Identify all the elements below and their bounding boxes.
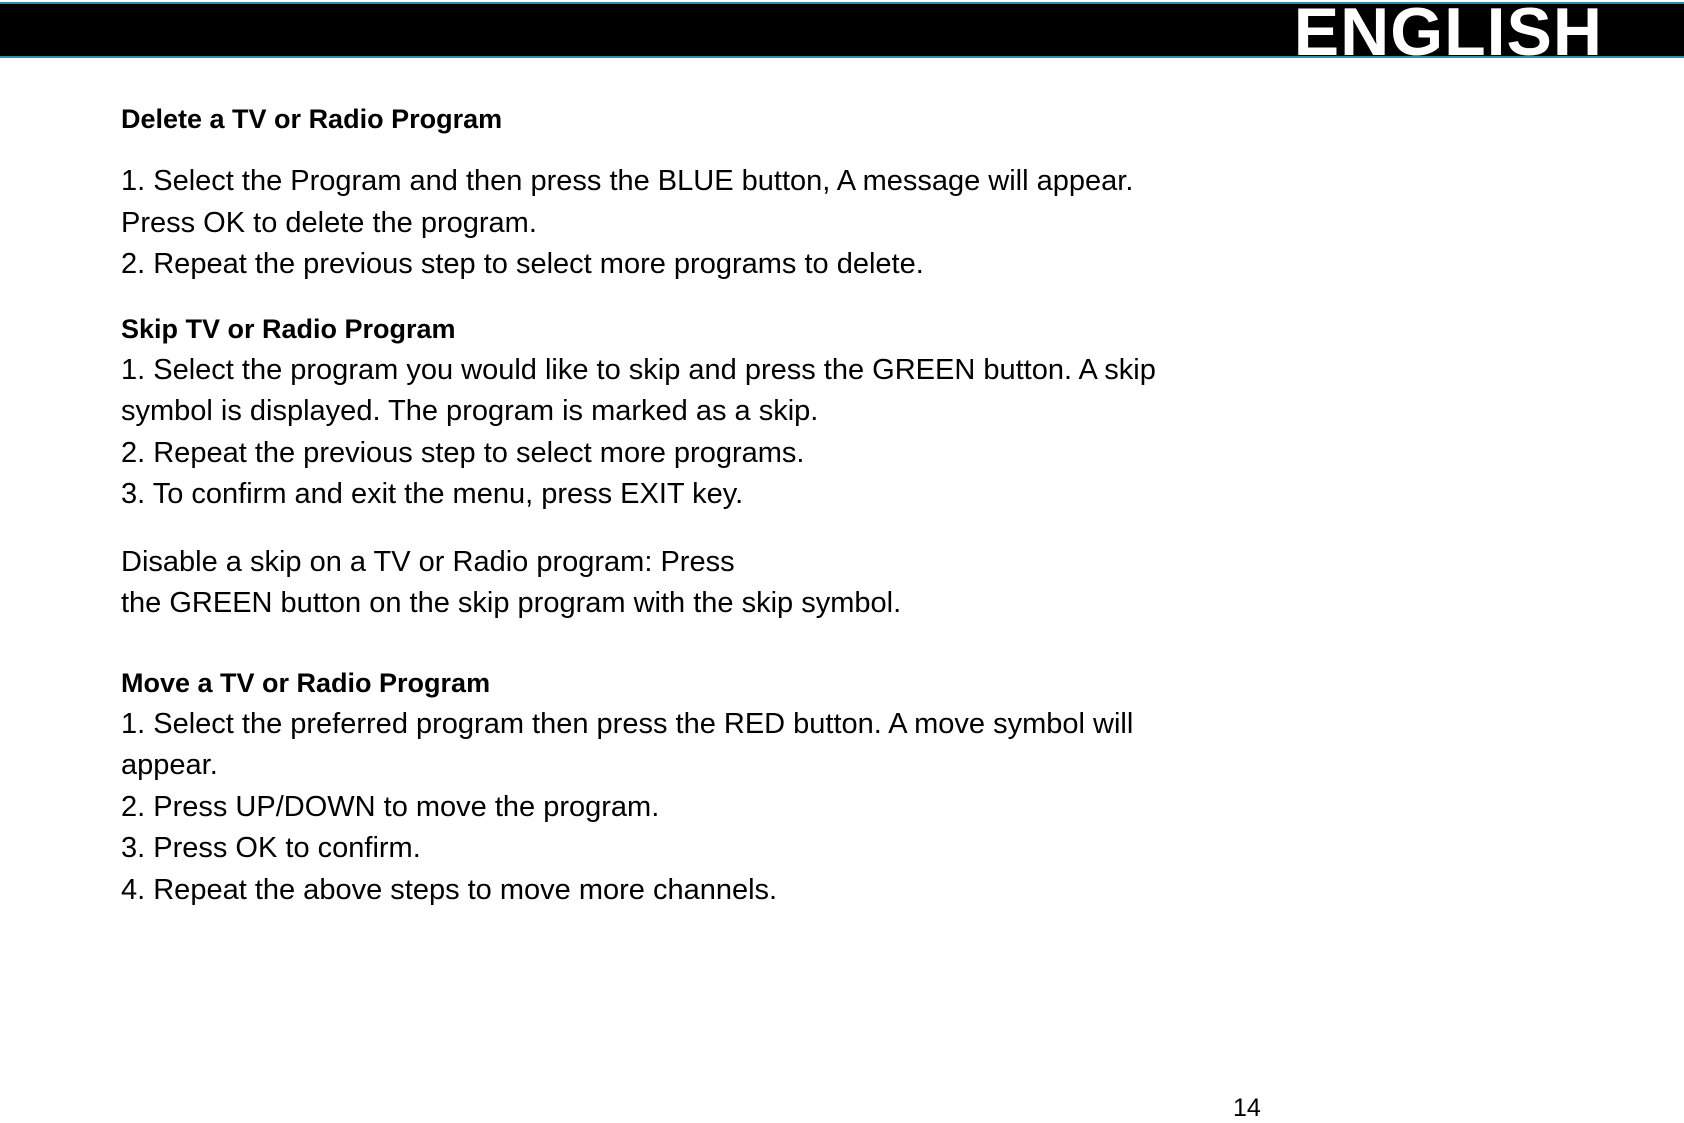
text-line: 2. Repeat the previous step to select more programs to delete. [121,248,924,280]
text-line: Disable a skip on a TV or Radio program: Press [121,545,735,578]
text-line: Press OK to delete the program. [121,206,537,239]
text-line: 2. Repeat the previous step to select more programs. [121,436,805,469]
disable-skip-note [121,542,1271,625]
section-heading-delete: Delete a TV or Radio Program [121,104,503,134]
section-body-skip [121,350,1271,516]
text-line: appear. [121,749,218,781]
language-label: ENGLISH [1293,0,1603,70]
text-line: 1. Select the program you would like to skip and press the GREEN button. A skip [121,353,1156,386]
text-line: 3. To confirm and exit the menu, press EXIT key. [121,478,744,510]
text-line: 3. Press OK to confirm. [121,832,421,864]
section-heading-skip: Skip TV or Radio Program [121,313,456,344]
section-heading-move: Move a TV or Radio Program [121,667,491,698]
text-line: 4. Repeat the above steps to move more channels. [121,873,778,906]
manual-content [121,98,1271,911]
text-line: 1. Select the Program and then press the BLUE button, A message will appear. [121,165,1134,197]
text-line: 2. Press UP/DOWN to move the program. [121,790,660,823]
text-line: symbol is displayed. The program is marked as a skip. [121,395,819,427]
text-line: the GREEN button on the skip program with the skip symbol. [121,587,902,619]
section-body-move [121,704,1271,912]
text-line: 1. Select the preferred program then press the RED button. A move symbol will [121,707,1134,740]
page-number: 14 [1233,1094,1261,1122]
header-bar [0,0,1684,70]
section-body-delete [121,161,1271,286]
